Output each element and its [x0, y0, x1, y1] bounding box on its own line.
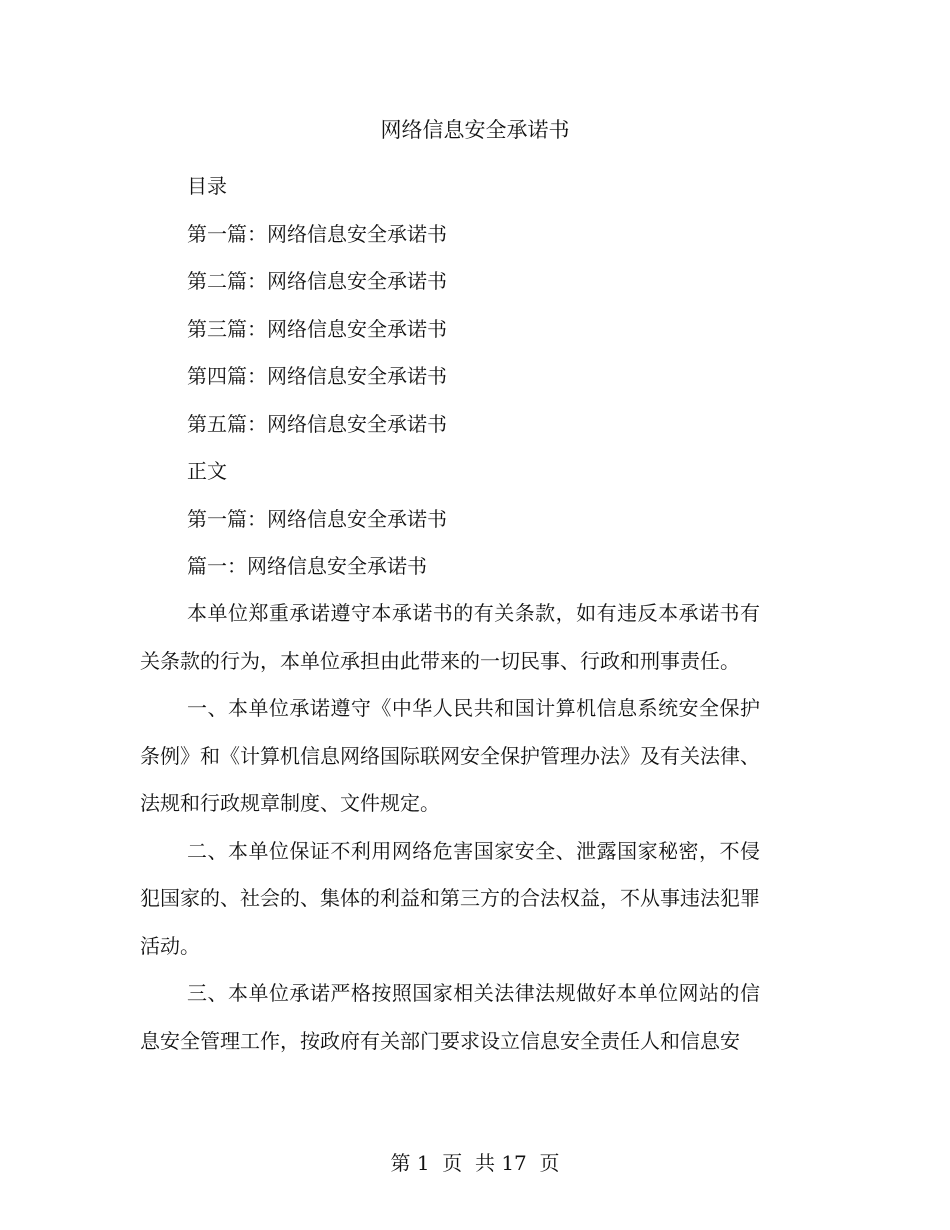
document-title: 网络信息安全承诺书	[380, 118, 570, 142]
toc-item: 第二篇：网络信息安全承诺书	[187, 269, 447, 293]
toc-item: 第四篇：网络信息安全承诺书	[187, 364, 447, 388]
paragraph: 本单位郑重承诺遵守本承诺书的有关条款，如有违反本承诺书有关条款的行为，本单位承担由此带来的一切民事、行政和刑事责任。	[140, 601, 760, 673]
body-heading: 正文	[187, 459, 227, 483]
toc-item: 第三篇：网络信息安全承诺书	[187, 316, 447, 341]
body-text	[140, 590, 760, 1065]
paragraph: 三、本单位承诺严格按照国家相关法律法规做好本单位网站的信息安全管理工作，按政府有关部门要求设立信息安全责任人和信息安	[140, 981, 760, 1053]
toc-item: 第五篇：网络信息安全承诺书	[187, 411, 447, 436]
paragraph: 二、本单位保证不利用网络危害国家安全、泄露国家秘密，不侵犯国家的、社会的、集体的利益和第三方的合法权益，不从事违法犯罪活动。	[140, 838, 760, 958]
paragraph: 一、本单位承诺遵守《中华人民共和国计算机信息系统安全保护条例》和《计算机信息网络国际联网安全保护管理办法》及有关法律、法规和行政规章制度、文件规定。	[140, 696, 760, 815]
toc-heading: 目录	[187, 174, 227, 198]
sub-heading: 篇一：网络信息安全承诺书	[187, 554, 427, 578]
table-of-contents	[187, 163, 447, 591]
toc-item: 第一篇：网络信息安全承诺书	[187, 221, 447, 246]
page-footer: 第 1 页 共 17 页	[390, 1151, 560, 1175]
part-heading: 第一篇：网络信息安全承诺书	[187, 506, 447, 531]
